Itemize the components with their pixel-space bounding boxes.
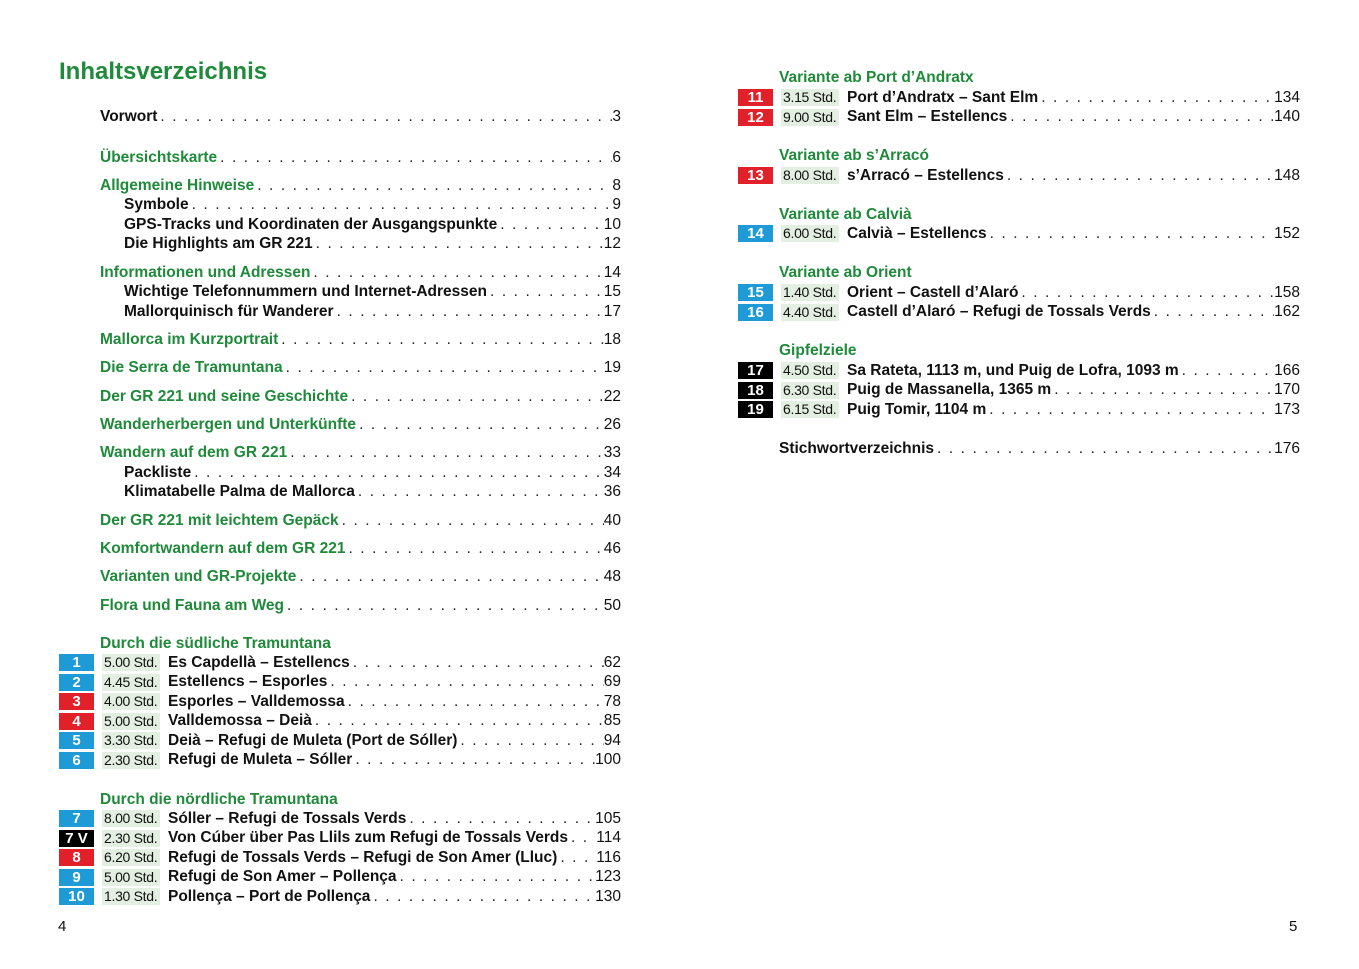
- route-number-badge: 14: [738, 225, 773, 242]
- dot-leader: [191, 464, 604, 482]
- route-number-badge: 1: [59, 654, 94, 671]
- route-label: Estellencs – Esporles: [168, 673, 328, 690]
- toc-entry-page: 3: [612, 108, 621, 125]
- toc-entry[interactable]: [100, 443, 621, 463]
- toc-entry-label: Wandern auf dem GR 221: [100, 444, 288, 461]
- toc-entry[interactable]: [100, 415, 621, 435]
- toc-entry[interactable]: [124, 282, 621, 302]
- route-duration: 6.15 Std.: [781, 401, 839, 418]
- dot-leader: [310, 264, 603, 282]
- toc-entry-label: Vorwort: [100, 108, 158, 125]
- route-page: 69: [603, 673, 621, 690]
- toc-entry[interactable]: [100, 511, 621, 531]
- toc-entry-page: 40: [603, 512, 621, 529]
- dot-leader: [356, 416, 604, 434]
- route-label: Puig Tomir, 1104 m: [847, 400, 987, 418]
- route-label: Esporles – Valldemossa: [168, 692, 345, 710]
- route-entry[interactable]: [738, 88, 1300, 107]
- dot-leader: [487, 283, 604, 301]
- toc-entry-label: Allgemeine Hinweise: [100, 177, 255, 194]
- toc-entry[interactable]: [100, 567, 621, 587]
- page-number-right: 5: [1289, 918, 1298, 935]
- toc-entry-page: 46: [603, 540, 621, 557]
- section-heading: Durch die südliche Tramuntana: [100, 635, 331, 652]
- toc-entry-page: 12: [603, 235, 621, 252]
- toc-entry-label: Die Serra de Tramuntana: [100, 359, 283, 376]
- route-entry[interactable]: [59, 673, 621, 692]
- route-duration: 2.30 Std.: [102, 752, 160, 769]
- route-duration: 1.30 Std.: [102, 888, 160, 905]
- route-number-badge: 6: [59, 752, 94, 769]
- dot-leader: [278, 331, 603, 349]
- dot-leader: [284, 597, 604, 615]
- toc-entry[interactable]: [100, 387, 621, 407]
- toc-entry[interactable]: [100, 176, 621, 196]
- route-number-badge: 12: [738, 109, 773, 126]
- toc-entry-page: 18: [603, 331, 621, 348]
- route-label: Calvià – Estellencs: [847, 224, 987, 242]
- toc-entry[interactable]: [100, 107, 621, 127]
- dot-leader: [568, 829, 596, 847]
- section-heading: Gipfelziele: [779, 342, 857, 359]
- route-number-badge: 5: [59, 732, 94, 749]
- toc-entry-page: 48: [603, 568, 621, 585]
- toc-entry[interactable]: [100, 263, 621, 283]
- toc-entry-page: 10: [603, 216, 621, 233]
- route-label: s’Arracó – Estellencs: [847, 166, 1004, 184]
- section-heading: Variante ab Calvià: [779, 206, 912, 223]
- toc-entry-page: 9: [612, 196, 621, 213]
- toc-entry-label: Wichtige Telefonnummern und Internet-Adressen: [124, 283, 487, 300]
- route-entry[interactable]: [59, 731, 621, 750]
- route-duration: 2.30 Std.: [102, 830, 160, 847]
- dot-leader: [339, 512, 604, 530]
- route-number-badge: 17: [738, 362, 773, 379]
- toc-entry[interactable]: [124, 215, 621, 235]
- route-duration: 6.20 Std.: [102, 849, 160, 866]
- route-label: Pollença – Port de Pollença: [168, 887, 371, 905]
- route-number-badge: 10: [59, 888, 94, 905]
- toc-entry-label: Symbole: [124, 196, 189, 213]
- toc-entry-label: Packliste: [124, 464, 192, 481]
- route-page: 130: [595, 887, 621, 905]
- route-entry[interactable]: [59, 751, 621, 770]
- route-duration: 8.00 Std.: [781, 167, 839, 184]
- dot-leader: [987, 225, 1275, 243]
- toc-entry-index[interactable]: [779, 439, 1300, 459]
- route-duration: 9.00 Std.: [781, 109, 839, 126]
- route-duration: 6.00 Std.: [781, 225, 839, 242]
- route-page: 158: [1274, 283, 1300, 301]
- toc-entry-label: Der GR 221 und seine Geschichte: [100, 388, 349, 405]
- dot-leader: [370, 888, 595, 906]
- dot-leader: [296, 568, 603, 586]
- route-number-badge: 15: [738, 284, 773, 301]
- dot-leader: [254, 177, 612, 195]
- route-page: 148: [1274, 166, 1300, 184]
- route-duration: 5.00 Std.: [102, 654, 160, 671]
- section-heading: Variante ab Port d’Andratx: [779, 69, 974, 86]
- toc-entry[interactable]: [100, 148, 621, 168]
- route-number-badge: 18: [738, 382, 773, 399]
- dot-leader: [348, 388, 604, 406]
- toc-entry-page: 14: [603, 264, 621, 281]
- route-entry[interactable]: [738, 381, 1300, 400]
- toc-entry-label: Der GR 221 mit leichtem Gepäck: [100, 512, 339, 529]
- route-duration: 8.00 Std.: [102, 810, 160, 827]
- route-page: 162: [1274, 303, 1300, 320]
- route-duration: 4.45 Std.: [102, 674, 160, 691]
- route-page: 116: [596, 848, 621, 866]
- route-number-badge: 16: [738, 304, 773, 321]
- toc-entry-page: 34: [603, 464, 621, 481]
- route-duration: 1.40 Std.: [781, 284, 839, 301]
- route-label: Refugi de Son Amer – Pollença: [168, 868, 397, 885]
- dot-leader: [1051, 381, 1274, 399]
- route-page: 134: [1274, 88, 1300, 106]
- route-number-badge: 2: [59, 674, 94, 691]
- toc-entry[interactable]: [124, 463, 621, 483]
- route-entry[interactable]: [738, 224, 1300, 243]
- route-entry[interactable]: [59, 868, 621, 887]
- toc-entry-label: Klimatabelle Palma de Mallorca: [124, 483, 355, 500]
- route-label: Es Capdellà – Estellencs: [168, 653, 350, 671]
- route-entry[interactable]: [59, 809, 621, 828]
- route-duration: 4.50 Std.: [781, 362, 839, 379]
- route-entry[interactable]: [59, 653, 621, 672]
- dot-leader: [1179, 362, 1274, 380]
- toc-entry-page: 17: [603, 303, 621, 320]
- route-label: Orient – Castell d’Alaró: [847, 283, 1019, 301]
- route-entry[interactable]: [738, 108, 1300, 127]
- route-page: 85: [603, 712, 621, 729]
- dot-leader: [345, 693, 604, 711]
- section-heading: Variante ab s’Arracó: [779, 147, 929, 164]
- route-label: Refugi de Muleta – Sóller: [168, 751, 353, 768]
- route-number-badge: 19: [738, 401, 773, 418]
- route-duration: 3.15 Std.: [781, 89, 839, 106]
- route-number-badge: 3: [59, 693, 94, 710]
- dot-leader: [986, 401, 1274, 419]
- dot-leader: [327, 673, 603, 691]
- route-label: Castell d’Alaró – Refugi de Tossals Verds: [847, 303, 1151, 320]
- dot-leader: [189, 196, 613, 214]
- toc-entry-page: 22: [603, 388, 621, 405]
- route-page: 105: [595, 809, 621, 827]
- dot-leader: [406, 810, 595, 828]
- route-duration: 6.30 Std.: [781, 382, 839, 399]
- route-number-badge: 7: [59, 810, 94, 827]
- route-label: Von Cúber über Pas Llils zum Refugi de Tossals Verds: [168, 829, 568, 846]
- route-number-badge: 13: [738, 167, 773, 184]
- toc-entry-page: 6: [612, 149, 621, 166]
- dot-leader: [1151, 303, 1274, 321]
- route-number-badge: 4: [59, 713, 94, 730]
- route-page: 100: [595, 751, 621, 768]
- dot-leader: [313, 235, 604, 253]
- route-duration: 4.00 Std.: [102, 693, 160, 710]
- route-page: 173: [1274, 400, 1300, 418]
- route-duration: 4.40 Std.: [781, 304, 839, 321]
- dot-leader: [355, 483, 604, 501]
- dot-leader: [1007, 108, 1274, 126]
- route-label: Port d’Andratx – Sant Elm: [847, 88, 1039, 106]
- dot-leader: [312, 712, 604, 730]
- dot-leader: [1018, 284, 1274, 302]
- toc-entry[interactable]: [100, 358, 621, 378]
- dot-leader: [1038, 89, 1274, 107]
- page-title: Inhaltsverzeichnis: [59, 58, 268, 85]
- route-entry[interactable]: [59, 848, 621, 867]
- route-entry[interactable]: [738, 361, 1300, 380]
- toc-entry-label: Mallorca im Kurzportrait: [100, 331, 279, 348]
- dot-leader: [345, 540, 603, 558]
- route-page: 78: [603, 692, 621, 710]
- route-entry[interactable]: [738, 303, 1300, 322]
- dot-leader: [283, 359, 604, 377]
- route-number-badge: 9: [59, 869, 94, 886]
- toc-entry[interactable]: [100, 330, 621, 350]
- route-entry[interactable]: [59, 887, 621, 906]
- dot-leader: [157, 108, 612, 126]
- dot-leader: [934, 440, 1274, 458]
- toc-entry-page: 50: [603, 597, 621, 614]
- dot-leader: [217, 149, 612, 167]
- route-duration: 5.00 Std.: [102, 713, 160, 730]
- route-entry[interactable]: [59, 712, 621, 731]
- route-entry[interactable]: [59, 829, 621, 848]
- dot-leader: [1004, 167, 1274, 185]
- toc-entry-page: 19: [603, 359, 621, 376]
- route-page: 94: [603, 731, 621, 749]
- route-duration: 3.30 Std.: [102, 732, 160, 749]
- route-label: Sóller – Refugi de Tossals Verds: [168, 809, 407, 827]
- route-label: Deià – Refugi de Muleta (Port de Sóller): [168, 731, 458, 749]
- dot-leader: [352, 751, 595, 769]
- dot-leader: [397, 868, 596, 886]
- toc-entry-label: Flora und Fauna am Weg: [100, 597, 285, 614]
- toc-entry-label: GPS-Tracks und Koordinaten der Ausgangspunkte: [124, 216, 498, 233]
- toc-entry-label: Komfortwandern auf dem GR 221: [100, 540, 346, 557]
- route-entry[interactable]: [738, 166, 1300, 185]
- route-page: 170: [1274, 381, 1300, 398]
- toc-entry-page: 176: [1274, 440, 1300, 457]
- toc-entry-label: Mallorquinisch für Wanderer: [124, 303, 334, 320]
- dot-leader: [287, 444, 604, 462]
- route-number-badge: 7 V: [59, 830, 94, 847]
- route-page: 166: [1274, 361, 1300, 379]
- toc-entry-page: 26: [603, 416, 621, 433]
- dot-leader: [457, 732, 603, 750]
- toc-entry-page: 8: [612, 177, 621, 194]
- route-entry[interactable]: [59, 692, 621, 711]
- dot-leader: [334, 303, 604, 321]
- route-label: Sant Elm – Estellencs: [847, 108, 1008, 125]
- route-page: 62: [603, 653, 621, 671]
- route-page: 114: [596, 829, 621, 846]
- route-number-badge: 11: [738, 89, 773, 106]
- route-duration: 5.00 Std.: [102, 869, 160, 886]
- toc-entry-label: Übersichtskarte: [100, 149, 218, 166]
- dot-leader: [557, 849, 596, 867]
- route-label: Puig de Massanella, 1365 m: [847, 381, 1052, 398]
- page-number-left: 4: [58, 918, 67, 935]
- dot-leader: [350, 654, 604, 672]
- route-page: 123: [595, 868, 621, 885]
- toc-entry[interactable]: [100, 596, 621, 616]
- route-page: 152: [1274, 224, 1300, 242]
- route-label: Valldemossa – Deià: [168, 712, 312, 729]
- toc-entry-page: 36: [603, 483, 621, 500]
- toc-entry-page: 15: [603, 283, 621, 300]
- toc-entry-page: 33: [603, 444, 621, 461]
- toc-entry-label: Varianten und GR-Projekte: [100, 568, 297, 585]
- toc-entry[interactable]: [124, 302, 621, 322]
- section-heading: Variante ab Orient: [779, 264, 912, 281]
- route-entry[interactable]: [738, 400, 1300, 419]
- toc-entry[interactable]: [124, 195, 621, 215]
- toc-entry-label: Informationen und Adressen: [100, 264, 311, 281]
- route-entry[interactable]: [738, 283, 1300, 302]
- route-label: Sa Rateta, 1113 m, und Puig de Lofra, 1093 m: [847, 361, 1179, 379]
- toc-entry[interactable]: [124, 482, 621, 502]
- toc-entry-label: Stichwortverzeichnis: [779, 440, 935, 457]
- toc-entry[interactable]: [124, 234, 621, 254]
- route-label: Refugi de Tossals Verds – Refugi de Son Amer (Lluc): [168, 848, 558, 866]
- toc-entry[interactable]: [100, 539, 621, 559]
- route-number-badge: 8: [59, 849, 94, 866]
- dot-leader: [497, 216, 604, 234]
- toc-entry-label: Die Highlights am GR 221: [124, 235, 313, 252]
- route-page: 140: [1274, 108, 1300, 125]
- section-heading: Durch die nördliche Tramuntana: [100, 791, 338, 808]
- toc-entry-label: Wanderherbergen und Unterkünfte: [100, 416, 357, 433]
